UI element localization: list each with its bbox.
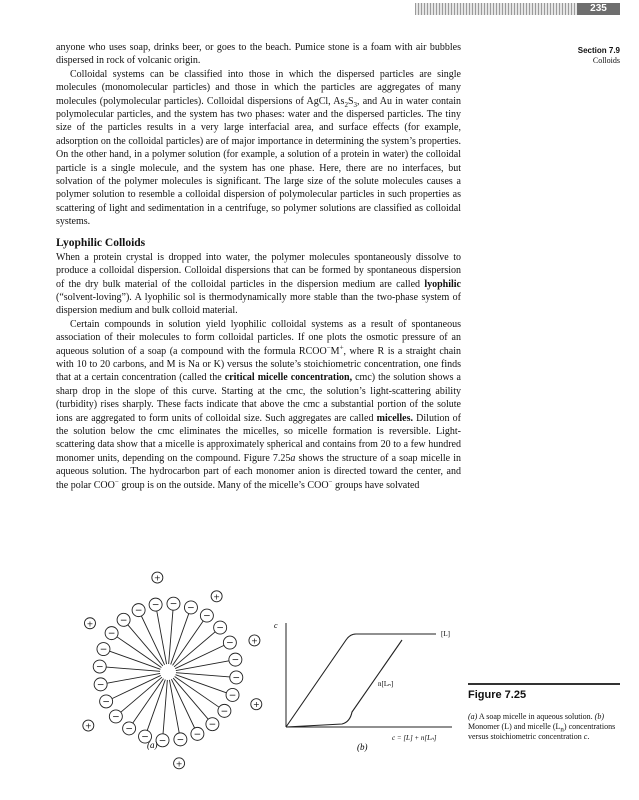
charge-sign: − [112, 712, 120, 723]
p4-text-e: shows the structure of a soap micelle in aqueous solution. The hydrocarbon part of each monomer anion is directed toward the center, and the polar COO [56, 452, 461, 491]
charge-sign: − [107, 629, 116, 640]
p4-text-g: groups have solvated [332, 479, 420, 491]
y-axis-label: c [274, 621, 278, 630]
paragraph-4 [56, 318, 461, 492]
hydrocarbon-chain [163, 680, 167, 734]
micelle-diagram [83, 572, 262, 769]
hydrocarbon-chain [176, 673, 230, 677]
caption-c-text: ) concentrations versus stoichiometric concentration [468, 722, 616, 741]
charge-sign: − [141, 732, 149, 743]
charge-sign: − [228, 690, 237, 701]
section-title: Colloids [592, 56, 620, 65]
caption-a-label: (a) [468, 712, 478, 721]
hydrocarbon-chain [176, 661, 229, 671]
charge-sign: − [216, 623, 224, 634]
charge-sign: − [176, 735, 185, 746]
charge-sign: − [232, 673, 241, 684]
charge-sign: + [84, 721, 92, 731]
p3-text-a: When a protein crystal is dropped into water, the polymer molecules spontaneously dissolve to produce a colloidal dispersion. Colloidal dispersions that can be formed by spontaneous dispersion of the dry bulk material of the colloidal particles in the dispersion medium are called [56, 251, 461, 290]
charge-sign: + [86, 619, 94, 629]
p4-bold-term-2: micelles. [376, 412, 414, 424]
charge-sign: + [175, 759, 183, 769]
section-heading: Lyophilic Colloids [56, 236, 146, 249]
hydrocarbon-chain [106, 667, 160, 671]
charge-sign: − [151, 600, 160, 611]
hydrocarbon-chain [175, 677, 219, 708]
hydrocarbon-chain [107, 673, 160, 683]
p4-superscript-4: − [328, 477, 333, 486]
hydrocarbon-chain [171, 679, 194, 728]
hydrocarbon-chain [169, 610, 173, 664]
hydrocarbon-chain [112, 675, 161, 698]
p4-text-a: Certain compounds in solution yield lyophilic colloidal systems as a result of spontaneous association of their molecules to form colloidal particles. If one plots the osmotic pressure of an aqueous solution of a soap (a compound with the formula RCOO [56, 318, 461, 357]
figure-caption [468, 712, 620, 742]
p4-superscript-2: + [339, 343, 344, 352]
p4-italic: a [290, 452, 296, 464]
charge-sign: − [203, 611, 211, 622]
p2-text-mid: S [347, 95, 354, 107]
caption-variable: c [583, 732, 588, 741]
p2-text-b: , and Au in water contain polymolecular particles, and the system has two phases: water and the dispersed particles. The tiny size of the particles results in a very large interfacial area, and surface effects (for example, adsorption on the colloidal particles) are of major importance in determining the system’s properties. On the other hand, in a polymer solution (for example, a solution of a protein in water) the colloidal particle is a single molecule, and the system has one phase. Here, there are no interfaces, but solvation of the polymer molecules is significant. The large size of the solute molecules causes a polymer solution to resemble a colloidal dispersion of polymolecular particles in such properties as scattering of light and sedimentation in a centrifuge, so polymer solutions are classified as colloidal systems. [56, 95, 461, 228]
p2-subscript-2: 3 [353, 100, 357, 109]
charge-sign: − [96, 680, 105, 691]
p4-text-m: M [330, 345, 340, 357]
caption-end: . [587, 732, 590, 741]
caption-b-label: (b) [594, 712, 604, 721]
paragraph-3 [56, 251, 461, 318]
section-label: Section 7.9 [577, 46, 620, 55]
body-text [56, 41, 461, 492]
charge-sign: − [231, 655, 240, 666]
monomer-curve [286, 634, 436, 727]
caption-b-text: Monomer (L) and micelle (L [468, 722, 561, 731]
charge-sign: − [187, 603, 195, 614]
charge-sign: + [213, 592, 220, 602]
p2-text-a: Colloidal systems can be classified into those in which the dispersed particles are single molecules (monomolecular particles) and those in which the particles are aggregates of many molecules (polymolecular particles). Colloidal dispersions of AgCl, As [56, 68, 461, 107]
panel-b-label: (b) [357, 742, 368, 752]
caption-subscript: n [560, 725, 564, 734]
hydrocarbon-chain [117, 637, 161, 668]
paragraph-1 [56, 41, 461, 68]
p4-text-f: group is on the outside. Many of the micelle’s COO [118, 479, 329, 491]
paragraph-1-text: anyone who uses soap, drinks beer, or goes to the beach. Pumice stone is a foam with air bubbles dispersed in rock of volcanic origin. [56, 42, 461, 67]
hydrocarbon-chain [173, 621, 204, 665]
page-number: 235 [577, 3, 620, 15]
concentration-plot [274, 621, 452, 752]
p2-subscript-1: 2 [344, 100, 348, 109]
charge-sign: + [252, 700, 260, 710]
paragraph-2 [56, 68, 461, 229]
charge-sign: − [193, 729, 202, 740]
charge-sign: − [102, 697, 110, 708]
p3-text-b: (“solvent-loving”). A lyophilic sol is thermodynamically more stable than the two-phase system of dispersion medium and bulk colloid material. [56, 291, 461, 317]
charge-sign: − [226, 638, 234, 649]
charge-sign: + [153, 573, 161, 583]
charge-sign: − [99, 645, 108, 656]
hydrocarbon-chain [175, 645, 224, 668]
micelle-curve-label: n[Lₙ] [378, 680, 394, 688]
x-axis-label: c = [L] + n[Lₙ] [392, 734, 437, 742]
p4-text-c: cmc) the solution shows a sharp drop in the slope of this curve. Starting at the cmc, the solution’s light-scattering ability (turbidity) rises sharply. These facts indicate that above the cmc a substantial portion of the solute ions are aggregated to form units of colloidal size. Such aggregates are called [56, 372, 461, 424]
charge-sign: − [169, 599, 178, 610]
charge-sign: − [158, 736, 167, 747]
p4-text-d: Dilution of the solution below the cmc eliminates the micelles, so micelle formation is reversible. Light-scattering data show that a micelle is approximately spherical and contains from 20 to a few hundred monomer units, depending on the compound. Figure 7.25 [56, 412, 461, 464]
hydrocarbon-chain [169, 680, 179, 733]
charge-sign: − [119, 615, 128, 626]
charge-sign: − [95, 662, 104, 673]
hydrocarbon-chain [157, 611, 167, 664]
hydrocarbon-chain [133, 679, 164, 723]
caption-a-text: A soap micelle in aqueous solution. [477, 712, 595, 721]
charge-sign: − [220, 706, 229, 717]
p4-superscript-1: − [326, 343, 331, 352]
monomer-curve-label: [L] [441, 630, 450, 638]
figure-caption-title: Figure 7.25 [468, 683, 620, 701]
hydrocarbon-chain [141, 616, 164, 665]
figure-7-25 [0, 570, 470, 769]
p4-superscript-3: − [114, 477, 119, 486]
charge-sign: − [125, 724, 133, 735]
charge-sign: + [251, 636, 258, 646]
p4-bold-term-1: critical micelle concentration, [224, 372, 353, 384]
p4-text-b: , where R is a straight chain with 10 to 20 carbons, and M is Na or K) versus the solute’s stoichiometric concentration, one finds that at a certain concentration (called the [56, 345, 462, 384]
charge-sign: − [134, 606, 143, 617]
charge-sign: − [208, 720, 217, 731]
panel-a-label: (a) [147, 740, 158, 750]
p3-bold-term: lyophilic [424, 278, 461, 290]
